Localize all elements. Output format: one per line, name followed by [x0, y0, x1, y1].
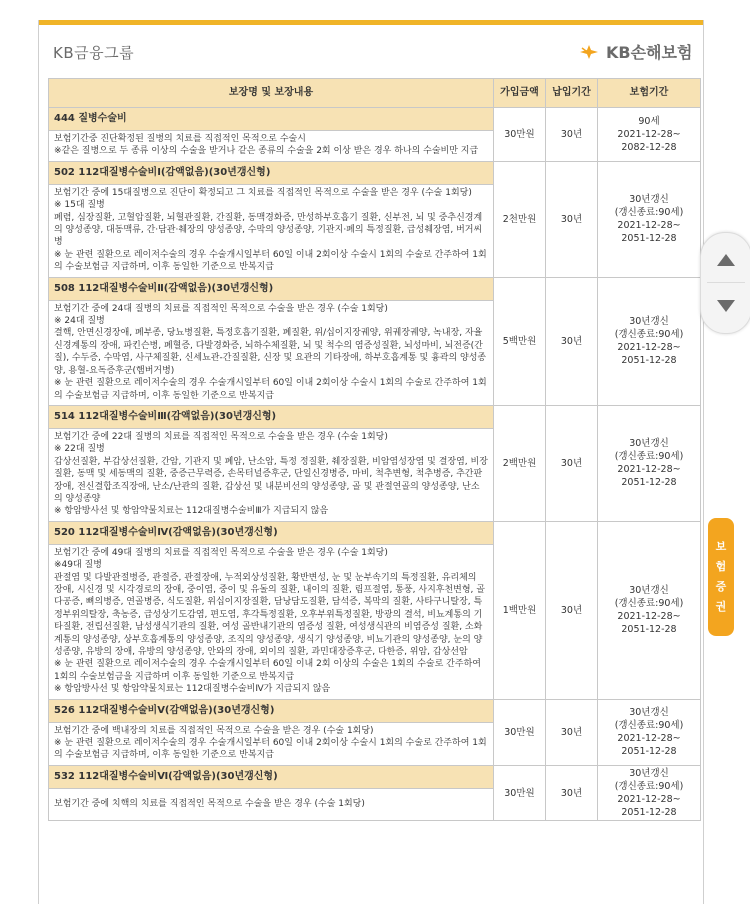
- coverage-description: 보험기간 중에 22대 질병의 치료를 직접적인 목적으로 수술을 받은 경우 (수술 1회당) ※ 22대 질병 갑상선질환, 부갑상선질환, 간암, 기관지 및 폐암, 난소암, 특정 정질환, 췌장질환, 비암염성장염 및 결장염, 비장질환, 동맥 및 세동맥의 질환, 중증근무력증, 손목터널증후군, 단일신경병증, 마비, 척추변형, 척추병증, 추간판장애, 전신결합조직장애, 난소/난관의 질환, 갑상선 및 내분비선의 양성종양, 골 및 관절연골의 양성종양, 난소의 양성종양 ※ 항암방사선 및 항암약물치료는 112대질병수술비Ⅲ가 지급되지 않음: [49, 428, 494, 521]
- coverage-amount: 30만원: [494, 108, 546, 162]
- right-border: [703, 20, 704, 904]
- company-name: KB손해보험: [606, 43, 693, 62]
- payment-period: 30년: [546, 405, 598, 521]
- coverage-title-row: [49, 521, 701, 544]
- insurance-period: 30년갱신 (갱신종료:90세) 2021-12-28~ 2051-12-28: [598, 405, 701, 521]
- top-accent-rule: [38, 20, 704, 25]
- header-pay-period: 납입기간: [546, 79, 598, 108]
- triangle-up-icon: [716, 253, 736, 267]
- kb-insurance-logo: [578, 40, 692, 63]
- coverage-amount: 30만원: [494, 765, 546, 820]
- coverage-amount: 1백만원: [494, 521, 546, 699]
- coverage-title: 520 112대질병수술비Ⅳ(감액없음)(30년갱신형): [49, 521, 494, 544]
- header-ins-period: 보험기간: [598, 79, 701, 108]
- coverage-title: 444 질병수술비: [49, 108, 494, 131]
- coverage-amount: 5백만원: [494, 277, 546, 405]
- coverage-description: 보험기간 중에 치핵의 치료를 직접적인 목적으로 수술을 받은 경우 (수술 1회당): [49, 788, 494, 820]
- coverage-table: [48, 78, 701, 821]
- coverage-description: 보험기간 중에 15대질병으로 진단이 확정되고 그 치료를 직접적인 목적으로 수술을 받은 경우 (수술 1회당) ※ 15대 질병 폐렴, 심장질환, 고혈압질환, 뇌혈관질환, 간질환, 동맥경화증, 만성하부호흡기 질환, 신부전, 뇌 및 중추신경계의 양성종양, 대동맥류, 간·담관·췌장의 양성종양, 수막의 양성종양, 기관지·폐의 특정질환, 급성췌장염, 버거씨병 ※ 눈 관련 질환으로 레이저수술의 경우 수술개시일부터 60일 이내 2회이상 수술시 1회의 수술로 간주하여 1회의 수술보험금 지급하며, 이후 동일한 기준으로 반복지급: [49, 184, 494, 277]
- insurance-period: 30년갱신 (갱신종료:90세) 2021-12-28~ 2051-12-28: [598, 521, 701, 699]
- header-coverage: 보장명 및 보장내용: [49, 79, 494, 108]
- triangle-down-icon: [716, 299, 736, 313]
- coverage-amount: 2천만원: [494, 161, 546, 277]
- table-header-row: [49, 79, 701, 108]
- coverage-title: 526 112대질병수술비Ⅴ(감액없음)(30년갱신형): [49, 699, 494, 722]
- left-border: [38, 20, 39, 904]
- coverage-title-row: [49, 161, 701, 184]
- scroll-up-button[interactable]: [701, 239, 750, 281]
- payment-period: 30년: [546, 161, 598, 277]
- kb-financial-group-logo: KB금융그룹: [53, 44, 135, 62]
- payment-period: 30년: [546, 699, 598, 765]
- payment-period: 30년: [546, 277, 598, 405]
- coverage-title: 508 112대질병수술비Ⅱ(감액없음)(30년갱신형): [49, 277, 494, 300]
- payment-period: 30년: [546, 765, 598, 820]
- side-tab-char: 보: [715, 540, 727, 554]
- coverage-description: 보험기간 중에 백내장의 치료를 직접적인 목적으로 수술을 받은 경우 (수술 1회당) ※ 눈 관련 질환으로 레이저수술의 경우 수술개시일부터 60일 이내 2회이상 수술시 1회의 수술로 간주하여 1회의 수술보험금 지급하며, 이후 동일한 기준으로 반복지급: [49, 722, 494, 765]
- coverage-description: 보험기간 중에 49대 질병의 치료를 직접적인 목적으로 수술을 받은 경우 (수술 1회당) ※49대 질병 관절염 및 다발관절병증, 관절증, 관절장애, 누적외상성질환, 황반변성, 눈 및 눈부속기의 특정질환, 유리체의 장애, 시신경 및 시각경로의 장애, 중이염, 중이 및 유돌의 질환, 내이의 질환, 림프절염, 통풍, 사지후천변형, 골다공증, 뼈의병증, 연골병증, 식도질환, 위십이지장질환, 담낭담도질환, 담석증, 복막의 질환, 사타구니탈장, 특정부위의탈장, 축농증, 급성상기도감염, 편도염, 후각특정질환, 오후부위특정질환, 방광의 결석, 비뇨계통의 기타질환, 전립선질환, 남성생식기관의 질환, 여성 골반내기관의 염증성 질환, 여성생식관의 비염증성 질환, 소화계통의 양성종양, 상부호흡계통의 양성종양, 조직의 양성종양, 생식기 양성종양, 비뇨기관의 양성종양, 눈의 양성종양, 유방의 장애, 유방의 양성종양, 안와의 장애, 외이의 질환, 과민대장증후군, 다한증, 위암, 갑상선암 ※ 눈 관련 질환으로 레이저수술의 경우 수술개시일부터 60일 이내 2회 이상의 수술은 1회의 수술로 간주하여 1회의 수술보험금을 지급하며 이후 동일한 기준으로 반복지급 ※ 항암방사선 및 항암약물치료는 112대질병수술비Ⅳ가 지급되지 않음: [49, 544, 494, 699]
- side-tab-char: 험: [715, 560, 727, 574]
- insurance-period: 30년갱신 (갱신종료:90세) 2021-12-28~ 2051-12-28: [598, 699, 701, 765]
- side-tab-char: 권: [715, 599, 727, 613]
- coverage-title-row: [49, 277, 701, 300]
- header-amount: 가입금액: [494, 79, 546, 108]
- coverage-title: 502 112대질병수술비Ⅰ(감액없음)(30년갱신형): [49, 161, 494, 184]
- coverage-description: 보험기간중 진단확정된 질병의 치료를 직접적인 목적으로 수술시 ※같은 질병으로 두 종류 이상의 수술을 받거나 같은 종류의 수술을 2회 이상 받은 경우 하나의 수술비만 지급: [49, 131, 494, 162]
- scroll-down-button[interactable]: [701, 285, 750, 327]
- insurance-period: 30년갱신 (갱신종료:90세) 2021-12-28~ 2051-12-28: [598, 765, 701, 820]
- scroll-control: [700, 232, 750, 334]
- scroll-divider: [707, 282, 745, 283]
- insurance-period: 90세 2021-12-28~ 2082-12-28: [598, 108, 701, 162]
- coverage-title-row: [49, 108, 701, 131]
- coverage-title: 514 112대질병수술비Ⅲ(감액없음)(30년갱신형): [49, 405, 494, 428]
- policy-certificate-tab[interactable]: [708, 518, 734, 636]
- payment-period: 30년: [546, 521, 598, 699]
- payment-period: 30년: [546, 108, 598, 162]
- side-tab-char: 증: [715, 580, 727, 593]
- coverage-title-row: [49, 765, 701, 788]
- coverage-title-row: [49, 699, 701, 722]
- insurance-period: 30년갱신 (갱신종료:90세) 2021-12-28~ 2051-12-28: [598, 161, 701, 277]
- kb-star-icon: [578, 44, 600, 60]
- insurance-period: 30년갱신 (갱신종료:90세) 2021-12-28~ 2051-12-28: [598, 277, 701, 405]
- coverage-amount: 2백만원: [494, 405, 546, 521]
- coverage-title: 532 112대질병수술비Ⅵ(감액없음)(30년갱신형): [49, 765, 494, 788]
- coverage-title-row: [49, 405, 701, 428]
- coverage-amount: 30만원: [494, 699, 546, 765]
- coverage-description: 보험기간 중에 24대 질병의 치료를 직접적인 목적으로 수술을 받은 경우 (수술 1회당) ※ 24대 질병 결핵, 안면신경장애, 폐부종, 당뇨병질환, 특정호흡기질환, 폐질환, 위/십이지장궤양, 위궤장궤양, 녹내장, 자율신경계통의 장애, 파킨슨병, 폐혈증, 다발경화증, 뇌하수체질환, 뇌 및 척수의 염증성질환, 뇌성마비, 뇌전증(간질), 수두증, 수막염, 사구체질환, 신세뇨관-간질질환, 신장 및 요관의 기타장애, 하부호흡계통 및 흉곽의 양성종양, 용혈-요독증후군(햄버거병) ※ 눈 관련 질환으로 레이저수술의 경우 수술개시일부터 60일 이내 2회이상 수술시 1회의 수술로 간주하여 1회의 수술보험금 지급하며, 이후 동일한 기준으로 반복지급: [49, 300, 494, 405]
